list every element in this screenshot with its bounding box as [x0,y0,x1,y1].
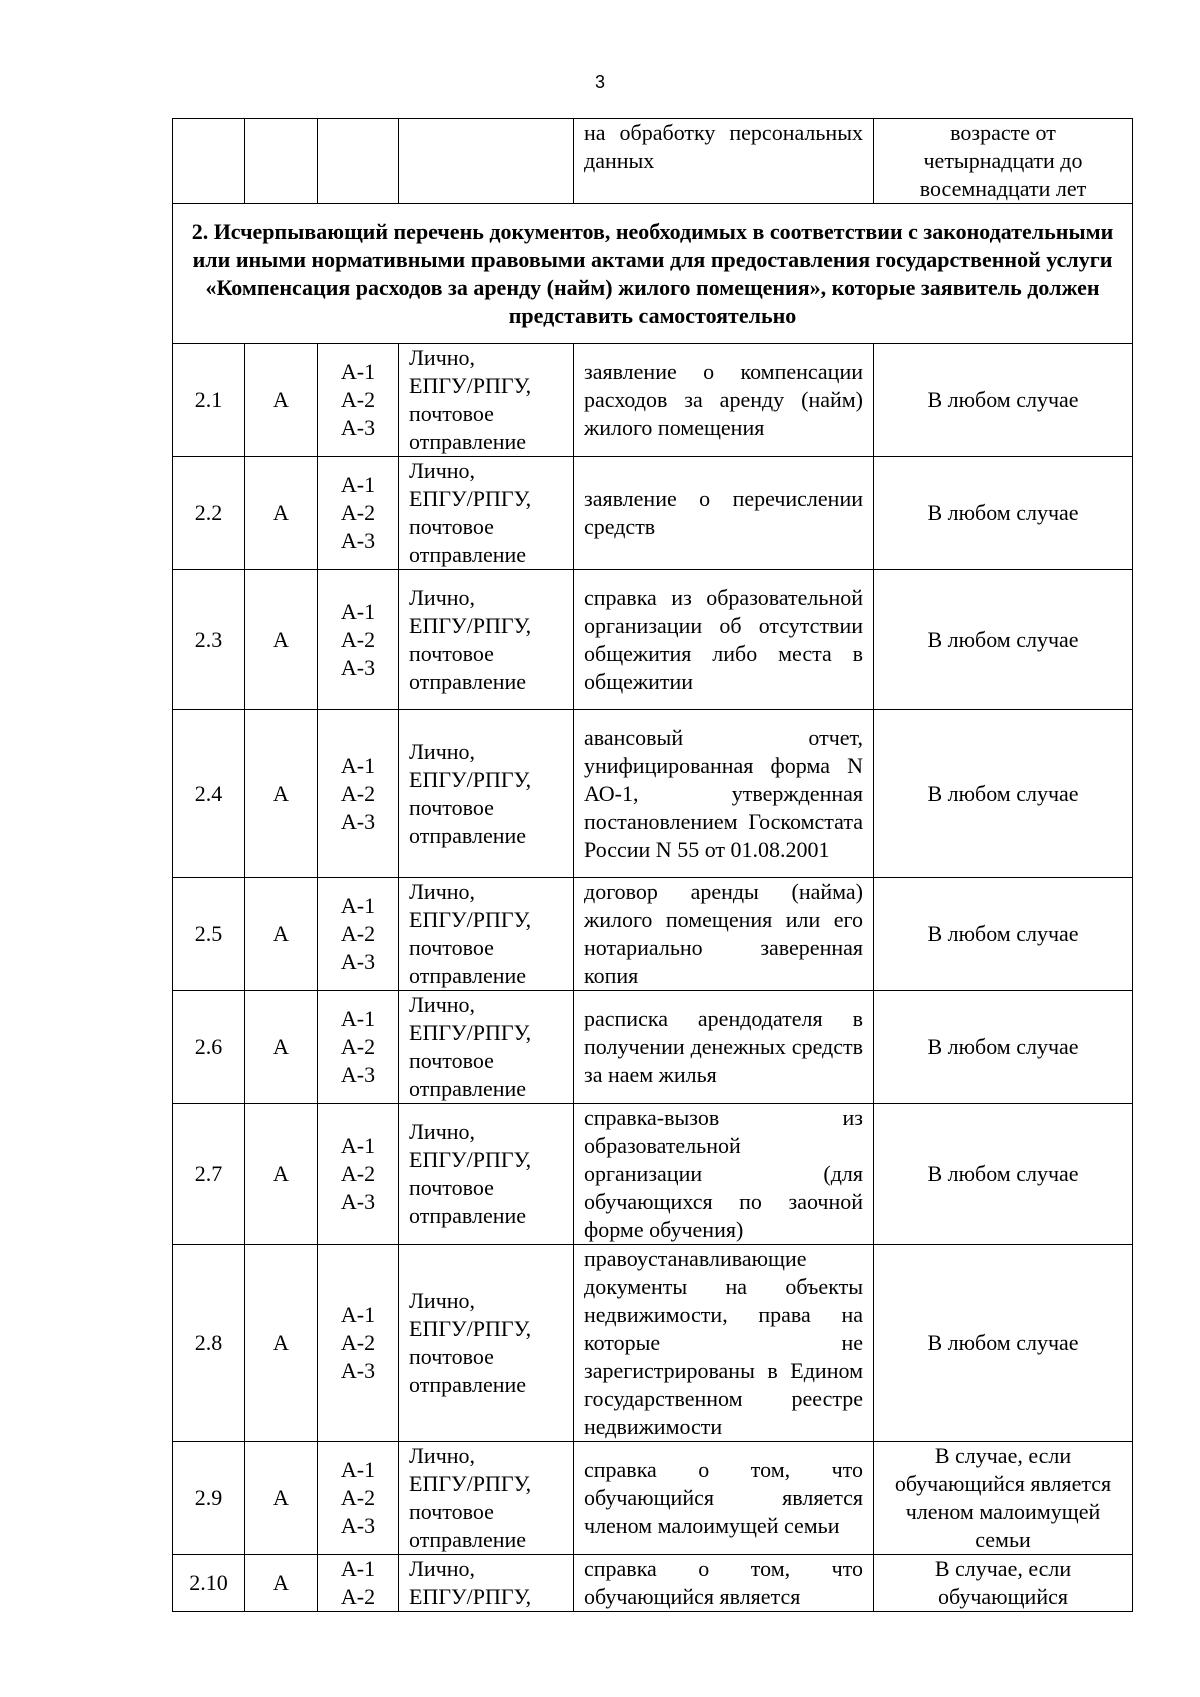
submission-method-line: ЕПГУ/РПГУ, [409,1316,532,1341]
page-number: 3 [594,72,605,92]
condition-cell: В случае, если обучающийся [874,1555,1133,1612]
applicant-category: А [245,991,318,1104]
document-name-cell: заявление о компенсации расходов за аренду (найм) жилого помещения [574,344,874,457]
applicant-code: А-2 [340,1034,376,1059]
applicant-code: А-1 [340,1006,376,1031]
applicant-code: А-2 [340,1485,376,1510]
condition-cell: В любом случае [874,344,1133,457]
row-number: 2.5 [173,878,245,991]
submission-method-line: почтовое [409,1048,494,1073]
submission-method [399,570,574,710]
applicant-codes [318,1555,399,1612]
condition-cell: В любом случае [874,1245,1133,1442]
applicant-code: А-3 [340,1358,376,1383]
submission-method-line: ЕПГУ/РПГУ, [409,907,532,932]
submission-method-line: отправление [409,1076,527,1101]
applicant-code: А-1 [340,359,376,384]
condition-cell: В любом случае [874,710,1133,878]
table-row [173,570,1133,710]
row-number: 2.6 [173,991,245,1104]
applicant-category: А [245,344,318,457]
submission-method-line: отправление [409,429,527,454]
submission-method-line: Лично, [409,992,476,1017]
applicant-code: А-1 [340,472,376,497]
submission-method-line: почтовое [409,1175,494,1200]
applicant-code: А-2 [340,1161,376,1186]
submission-method-line: почтовое [409,794,494,820]
table-row [173,457,1133,570]
applicant-category: А [245,1555,318,1612]
submission-method-line: ЕПГУ/РПГУ, [409,486,532,511]
cell-empty [173,119,245,204]
condition-cell: возрасте от четырнадцати до восемнадцати лет [874,119,1133,204]
submission-method [399,1442,574,1555]
submission-method-line: ЕПГУ/РПГУ, [409,1020,532,1045]
applicant-category: А [245,710,318,878]
submission-method-line: Лично, [409,1443,476,1468]
document-name-cell: авансовый отчет, унифицированная форма N АО-1, утвержденная постановлением Госкомстата России N 55 от 01.08.2001 [574,710,874,878]
row-number: 2.3 [173,570,245,710]
submission-method-line: отправление [409,668,527,694]
submission-method [399,1555,574,1612]
table-row [173,710,1133,878]
submission-method-line: отправление [409,1203,527,1228]
applicant-code: А-2 [340,1330,376,1355]
table-row [173,1245,1133,1442]
applicant-codes [318,344,399,457]
row-number: 2.8 [173,1245,245,1442]
submission-method-line: ЕПГУ/РПГУ, [409,1147,532,1172]
document-name-cell: справка о том, что обучающийся является членом малоимущей семьи [574,1442,874,1555]
submission-method [399,710,574,878]
document-name-cell: справка о том, что обучающийся является [574,1555,874,1612]
submission-method-line: почтовое [409,1344,494,1369]
submission-method-line: ЕПГУ/РПГУ, [409,1584,532,1609]
applicant-code: А-3 [340,1513,376,1538]
submission-method-line: ЕПГУ/РПГУ, [409,612,532,638]
applicant-category: А [245,878,318,991]
submission-method-line: отправление [409,1372,527,1397]
applicant-code: А-3 [340,654,376,680]
applicant-category: А [245,457,318,570]
condition-cell: В любом случае [874,878,1133,991]
condition-cell: В любом случае [874,1104,1133,1245]
section-title: 2. Исчерпывающий перечень документов, необходимых в соответствии с законодательными или иными нормативными правовыми актами для предоставления государственной услуги «Компенсация расходов за аренду (найм) жилого помещения», которые заявитель должен представить самостоятельно [173,204,1133,344]
applicant-code: А-1 [340,598,376,624]
applicant-code: А-3 [340,1062,376,1087]
submission-method-line: Лично, [409,1556,476,1581]
submission-method-line: Лично, [409,458,476,483]
applicant-code: А-2 [340,387,376,412]
section-header-row [173,204,1133,344]
submission-method-line: почтовое [409,640,494,666]
applicant-category: А [245,570,318,710]
row-number: 2.9 [173,1442,245,1555]
row-number: 2.4 [173,710,245,878]
submission-method [399,344,574,457]
applicant-code: А-2 [340,626,376,652]
applicant-code: А-1 [340,1302,376,1327]
cell-empty [318,119,399,204]
table-row [173,344,1133,457]
applicant-code: А-2 [340,780,376,806]
cell-empty [245,119,318,204]
applicant-code: А-2 [340,500,376,525]
submission-method-line: почтовое [409,935,494,960]
submission-method-line: почтовое [409,1499,494,1524]
applicant-code: А-1 [340,752,376,778]
applicant-category: А [245,1245,318,1442]
applicant-code: А-1 [340,1556,376,1581]
table-row-top [173,119,1133,204]
table-row [173,1104,1133,1245]
documents-table [172,118,1133,1612]
row-number: 2.10 [173,1555,245,1612]
applicant-code: А-1 [340,1457,376,1482]
table-row [173,1442,1133,1555]
submission-method-line: Лично, [409,345,476,370]
document-name-cell: справка из образовательной организации об отсутствии общежития либо места в общежитии [574,570,874,710]
applicant-code: А-3 [340,808,376,834]
submission-method-line: почтовое [409,514,494,539]
submission-method-line: ЕПГУ/РПГУ, [409,766,532,792]
applicant-codes [318,1104,399,1245]
submission-method-line: Лично, [409,1119,476,1144]
applicant-codes [318,1442,399,1555]
condition-cell: В любом случае [874,991,1133,1104]
applicant-code: А-3 [340,1189,376,1214]
submission-method [399,1245,574,1442]
table-row [173,1555,1133,1612]
applicant-category: А [245,1442,318,1555]
document-name-cell: договор аренды (найма) жилого помещения или его нотариально заверенная копия [574,878,874,991]
submission-method-line: отправление [409,963,527,988]
applicant-codes [318,878,399,991]
submission-method-line: отправление [409,1527,527,1552]
document-name-cell: на обработку персональных данных [574,119,874,204]
applicant-code: А-3 [340,415,376,440]
condition-cell: В случае, если обучающийся является членом малоимущей семьи [874,1442,1133,1555]
submission-method-line: Лично, [409,1288,476,1313]
submission-method-line: почтовое [409,401,494,426]
document-name-cell: заявление о перечислении средств [574,457,874,570]
row-number: 2.1 [173,344,245,457]
condition-cell: В любом случае [874,457,1133,570]
applicant-code: А-2 [340,1584,376,1609]
row-number: 2.7 [173,1104,245,1245]
document-name-cell: справка-вызов из образовательной организации (для обучающихся по заочной форме обучения) [574,1104,874,1245]
submission-method-line: ЕПГУ/РПГУ, [409,373,532,398]
condition-cell: В любом случае [874,570,1133,710]
submission-method-line: отправление [409,542,527,567]
submission-method [399,878,574,991]
table-row [173,991,1133,1104]
submission-method-line: Лично, [409,738,476,764]
document-name-cell: расписка арендодателя в получении денежных средств за наем жилья [574,991,874,1104]
row-number: 2.2 [173,457,245,570]
applicant-codes [318,710,399,878]
applicant-code: А-3 [340,528,376,553]
submission-method-line: отправление [409,822,527,848]
submission-method-line: ЕПГУ/РПГУ, [409,1471,532,1496]
applicant-code: А-3 [340,949,376,974]
submission-method-line: Лично, [409,584,476,610]
applicant-codes [318,457,399,570]
table-row [173,878,1133,991]
applicant-code: А-1 [340,893,376,918]
submission-method [399,457,574,570]
applicant-code: А-1 [340,1133,376,1158]
submission-method [399,1104,574,1245]
applicant-codes [318,1245,399,1442]
applicant-codes [318,570,399,710]
submission-method-line: Лично, [409,879,476,904]
applicant-codes [318,991,399,1104]
submission-method [399,991,574,1104]
document-name-cell: правоустанавливающие документы на объекты недвижимости, права на которые не зарегистрированы в Едином государственном реестре недвижимости [574,1245,874,1442]
cell-empty [399,119,574,204]
applicant-code: А-2 [340,921,376,946]
applicant-category: А [245,1104,318,1245]
